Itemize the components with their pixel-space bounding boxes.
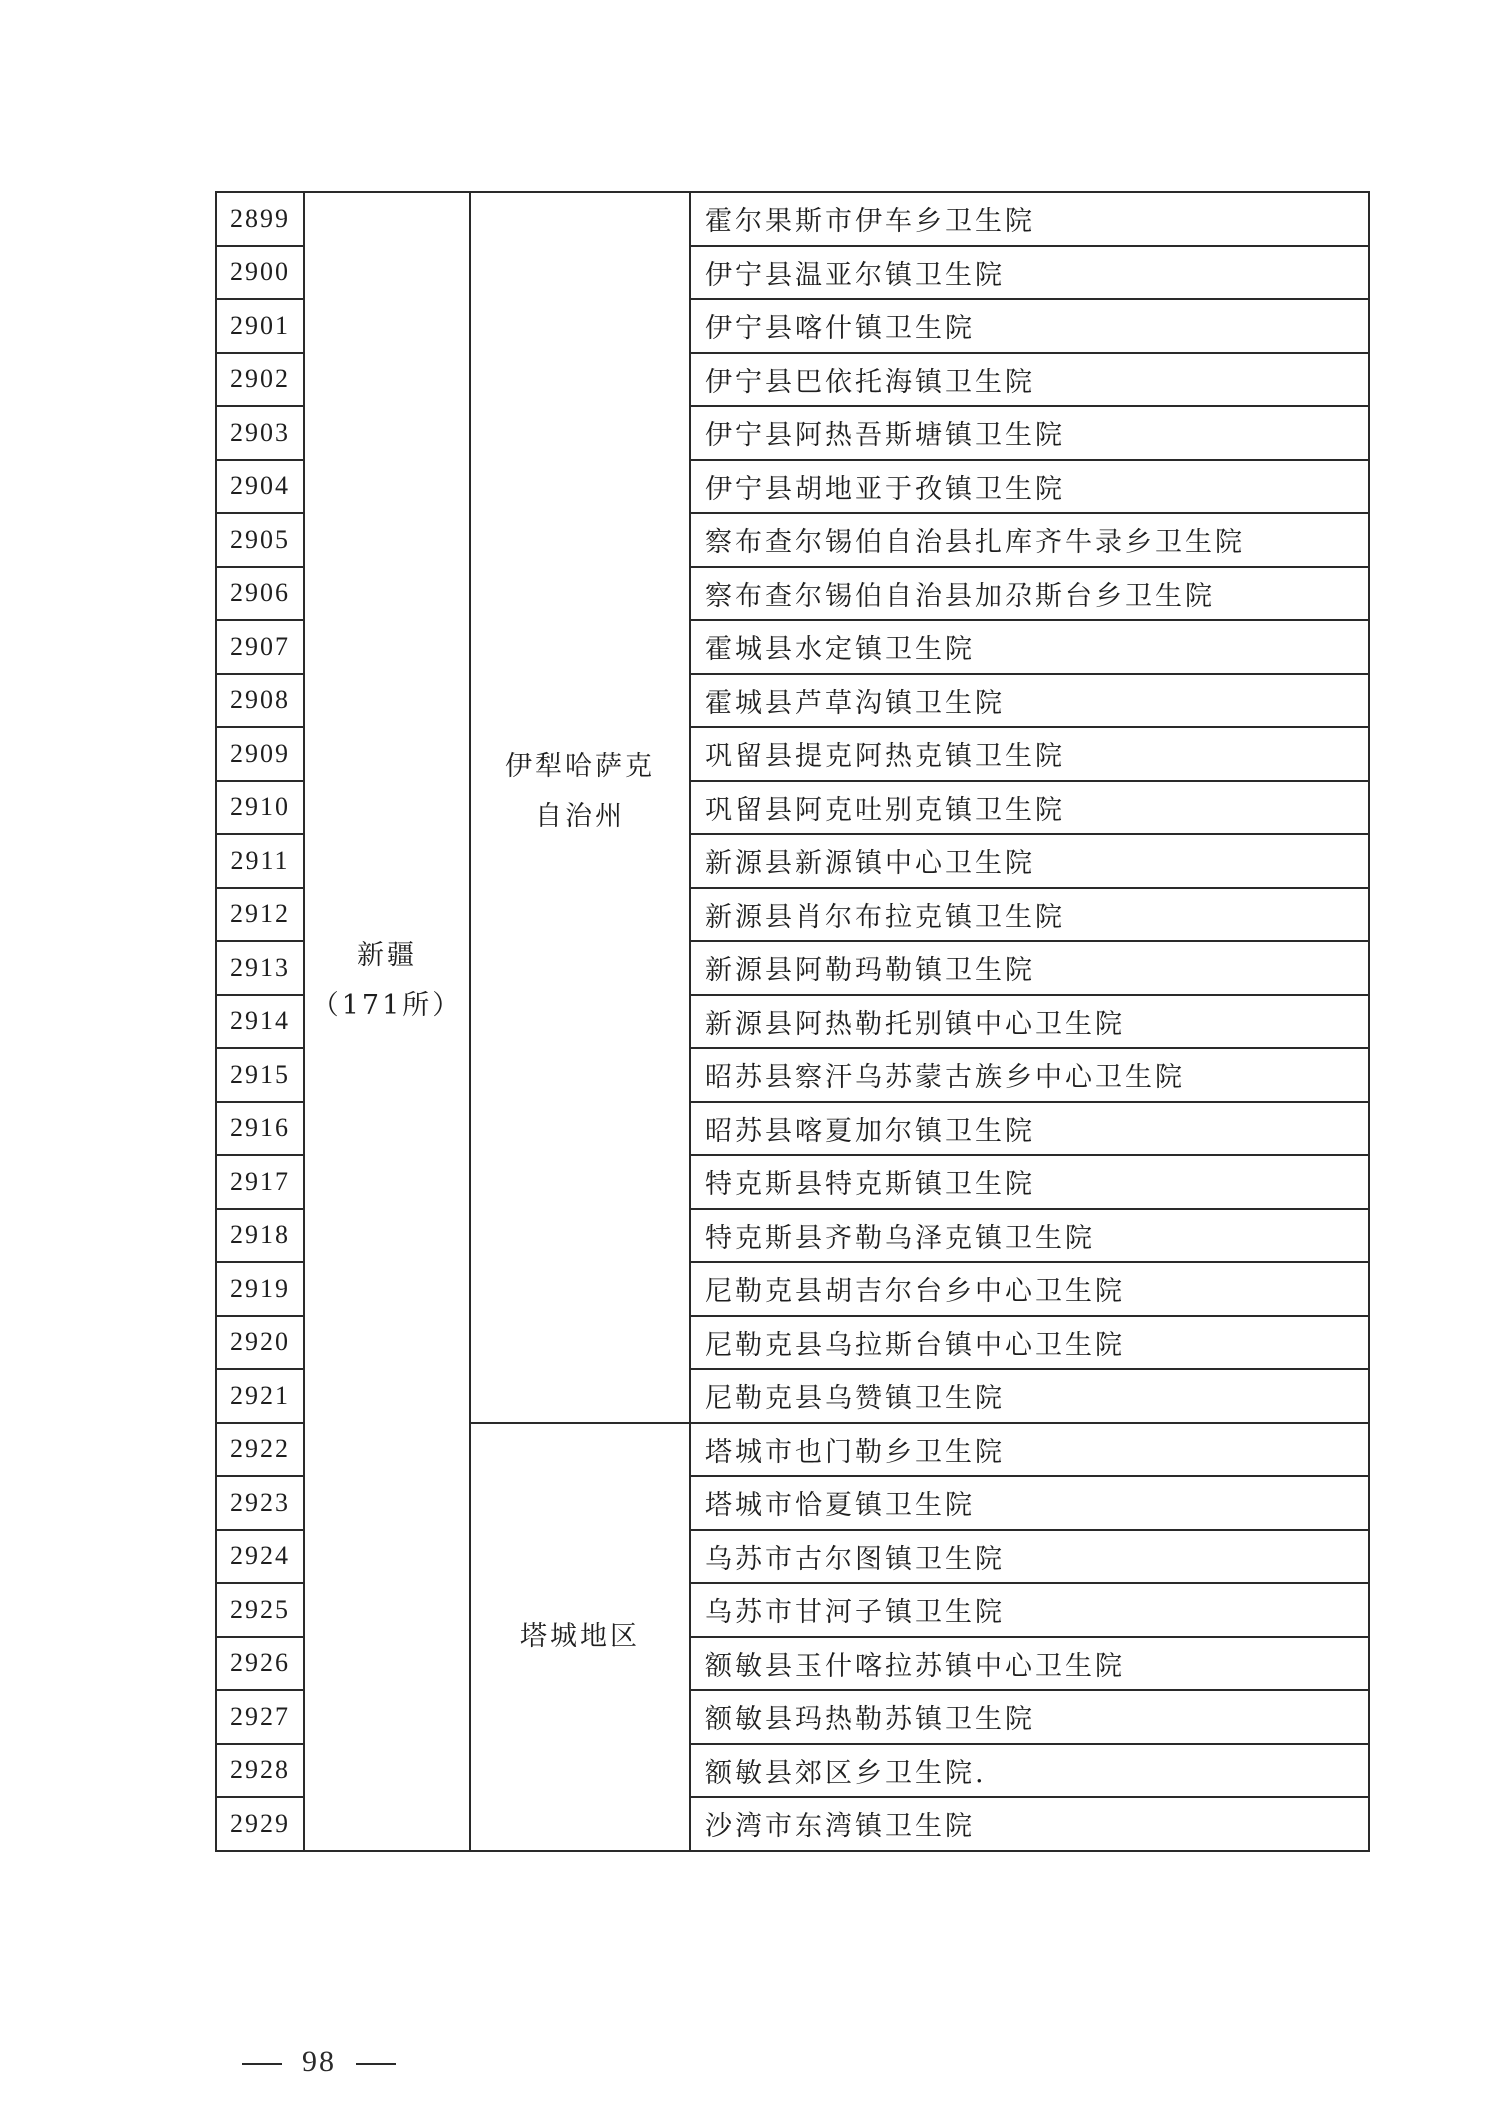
hospital-name: 霍城县水定镇卫生院 bbox=[690, 620, 1369, 674]
row-number: 2928 bbox=[216, 1744, 304, 1798]
hospital-name: 霍尔果斯市伊车乡卫生院 bbox=[690, 192, 1369, 246]
hospital-name: 伊宁县喀什镇卫生院 bbox=[690, 299, 1369, 353]
row-number: 2924 bbox=[216, 1530, 304, 1584]
hospital-name: 特克斯县齐勒乌泽克镇卫生院 bbox=[690, 1209, 1369, 1263]
hospital-name: 额敏县郊区乡卫生院. bbox=[690, 1744, 1369, 1798]
table-body bbox=[216, 192, 1369, 1851]
row-number: 2901 bbox=[216, 299, 304, 353]
hospital-name: 塔城市恰夏镇卫生院 bbox=[690, 1476, 1369, 1530]
row-number: 2921 bbox=[216, 1369, 304, 1423]
row-number: 2910 bbox=[216, 781, 304, 835]
hospital-name: 特克斯县特克斯镇卫生院 bbox=[690, 1155, 1369, 1209]
province-name: 新疆 bbox=[357, 940, 417, 972]
row-number: 2915 bbox=[216, 1048, 304, 1102]
row-number: 2914 bbox=[216, 995, 304, 1049]
region-cell bbox=[470, 1423, 690, 1851]
hospital-name: 霍城县芦草沟镇卫生院 bbox=[690, 674, 1369, 728]
row-number: 2919 bbox=[216, 1262, 304, 1316]
province-count: （171所） bbox=[311, 990, 463, 1022]
row-number: 2909 bbox=[216, 727, 304, 781]
region-name-line1: 伊犁哈萨克 bbox=[505, 751, 655, 783]
page-footer bbox=[222, 2045, 416, 2079]
row-number: 2917 bbox=[216, 1155, 304, 1209]
row-number: 2923 bbox=[216, 1476, 304, 1530]
hospital-name: 乌苏市甘河子镇卫生院 bbox=[690, 1583, 1369, 1637]
region-cell bbox=[470, 192, 690, 1423]
hospital-name: 尼勒克县乌拉斯台镇中心卫生院 bbox=[690, 1316, 1369, 1370]
hospital-name: 昭苏县喀夏加尔镇卫生院 bbox=[690, 1102, 1369, 1156]
page-number: 98 bbox=[302, 2045, 336, 2078]
table-row bbox=[216, 192, 1369, 246]
row-number: 2907 bbox=[216, 620, 304, 674]
hospital-name: 伊宁县胡地亚于孜镇卫生院 bbox=[690, 460, 1369, 514]
row-number: 2905 bbox=[216, 513, 304, 567]
row-number: 2900 bbox=[216, 246, 304, 300]
hospital-name: 察布查尔锡伯自治县扎库齐牛录乡卫生院 bbox=[690, 513, 1369, 567]
left-dash bbox=[242, 2063, 282, 2065]
province-cell bbox=[304, 192, 470, 1851]
hospital-name: 巩留县提克阿热克镇卫生院 bbox=[690, 727, 1369, 781]
hospital-name: 新源县肖尔布拉克镇卫生院 bbox=[690, 888, 1369, 942]
row-number: 2899 bbox=[216, 192, 304, 246]
hospital-name: 尼勒克县胡吉尔台乡中心卫生院 bbox=[690, 1262, 1369, 1316]
hospital-name: 塔城市也门勒乡卫生院 bbox=[690, 1423, 1369, 1477]
hospital-name: 新源县阿勒玛勒镇卫生院 bbox=[690, 941, 1369, 995]
row-number: 2908 bbox=[216, 674, 304, 728]
hospital-name: 伊宁县温亚尔镇卫生院 bbox=[690, 246, 1369, 300]
hospital-name: 新源县阿热勒托别镇中心卫生院 bbox=[690, 995, 1369, 1049]
hospital-name: 察布查尔锡伯自治县加尕斯台乡卫生院 bbox=[690, 567, 1369, 621]
hospital-name: 昭苏县察汗乌苏蒙古族乡中心卫生院 bbox=[690, 1048, 1369, 1102]
hospital-list-table bbox=[215, 191, 1370, 1852]
row-number: 2903 bbox=[216, 406, 304, 460]
row-number: 2925 bbox=[216, 1583, 304, 1637]
row-number: 2904 bbox=[216, 460, 304, 514]
hospital-name: 巩留县阿克吐别克镇卫生院 bbox=[690, 781, 1369, 835]
row-number: 2927 bbox=[216, 1690, 304, 1744]
hospital-name: 乌苏市古尔图镇卫生院 bbox=[690, 1530, 1369, 1584]
row-number: 2912 bbox=[216, 888, 304, 942]
row-number: 2906 bbox=[216, 567, 304, 621]
row-number: 2922 bbox=[216, 1423, 304, 1477]
hospital-name: 额敏县玉什喀拉苏镇中心卫生院 bbox=[690, 1637, 1369, 1691]
right-dash bbox=[356, 2063, 396, 2065]
row-number: 2929 bbox=[216, 1797, 304, 1851]
region-name-line2: 自治州 bbox=[535, 801, 625, 833]
row-number: 2918 bbox=[216, 1209, 304, 1263]
row-number: 2916 bbox=[216, 1102, 304, 1156]
row-number: 2911 bbox=[216, 834, 304, 888]
hospital-name: 沙湾市东湾镇卫生院 bbox=[690, 1797, 1369, 1851]
row-number: 2902 bbox=[216, 353, 304, 407]
hospital-name: 伊宁县巴依托海镇卫生院 bbox=[690, 353, 1369, 407]
hospital-name: 新源县新源镇中心卫生院 bbox=[690, 834, 1369, 888]
region-name-line1: 塔城地区 bbox=[520, 1620, 640, 1652]
hospital-name: 额敏县玛热勒苏镇卫生院 bbox=[690, 1690, 1369, 1744]
row-number: 2920 bbox=[216, 1316, 304, 1370]
row-number: 2913 bbox=[216, 941, 304, 995]
row-number: 2926 bbox=[216, 1637, 304, 1691]
hospital-name: 伊宁县阿热吾斯塘镇卫生院 bbox=[690, 406, 1369, 460]
hospital-name: 尼勒克县乌赞镇卫生院 bbox=[690, 1369, 1369, 1423]
